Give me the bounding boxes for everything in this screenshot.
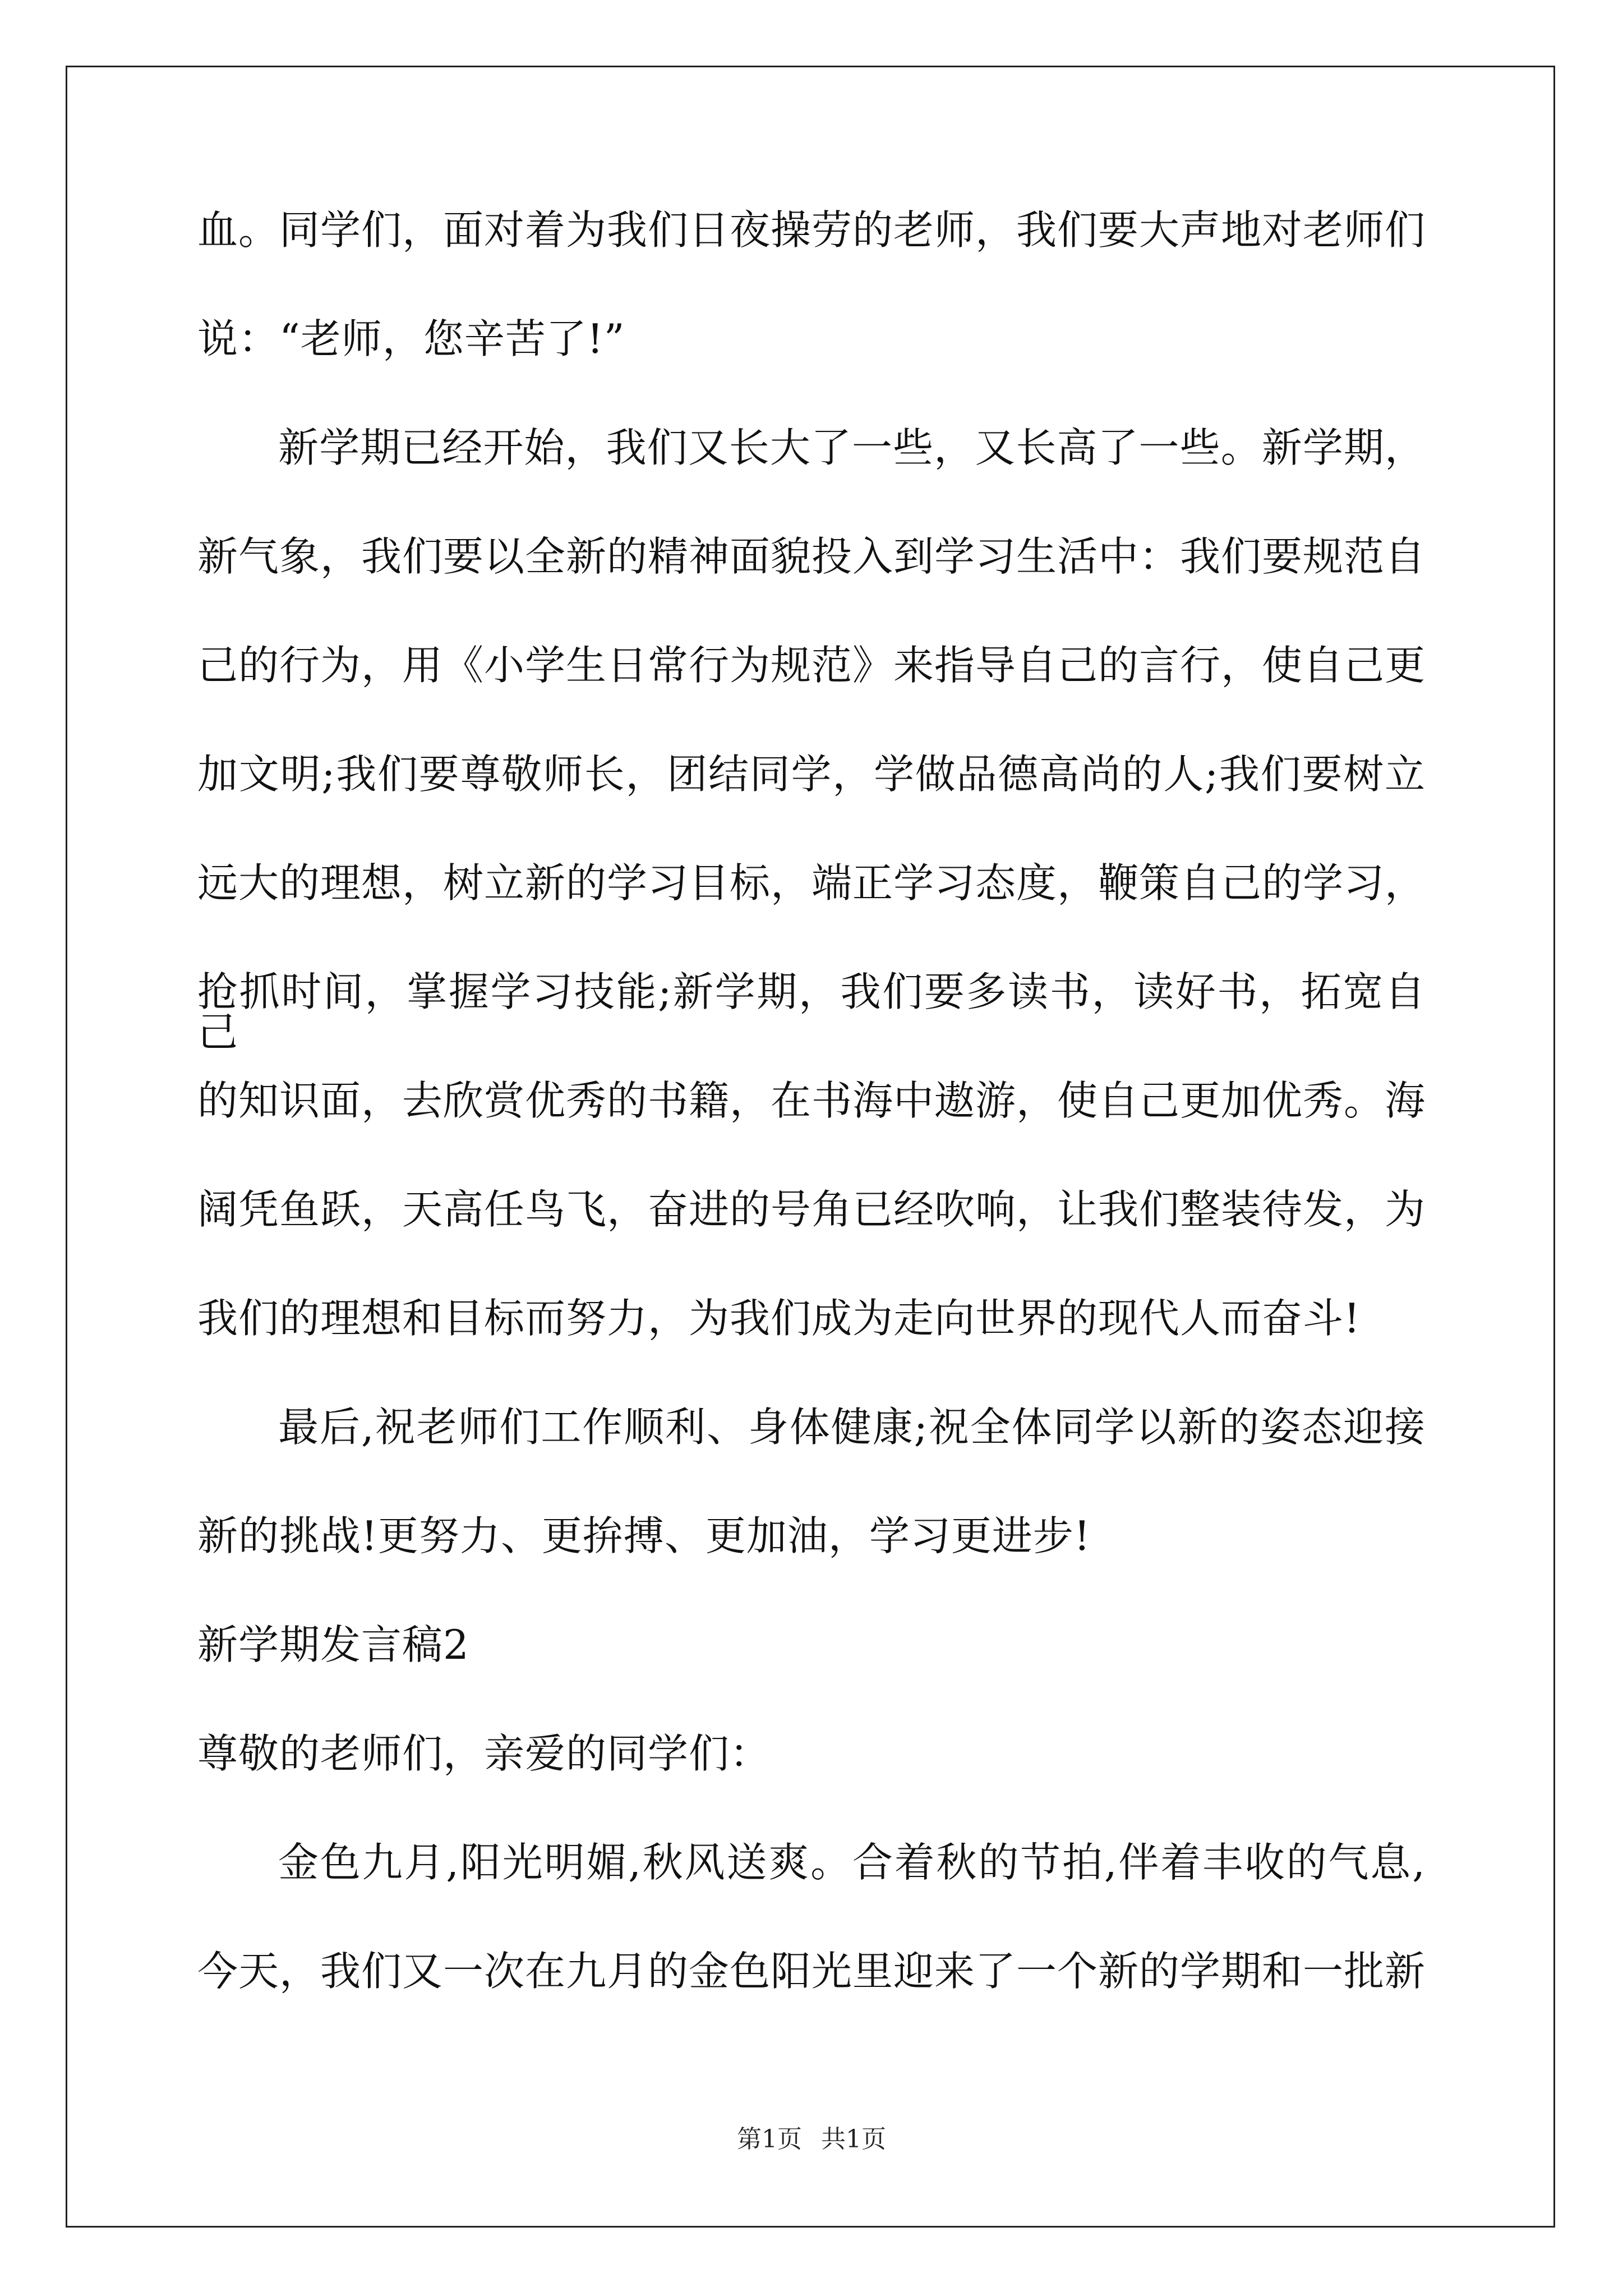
text-line: 新学期已经开始，我们又长大了一些，又长高了一些。新学期， <box>278 424 1426 471</box>
document-body <box>197 206 1426 2060</box>
text-line: 远大的理想，树立新的学习目标，端正学习态度，鞭策自己的学习， <box>197 859 1426 907</box>
page-footer <box>0 2127 1623 2152</box>
text-line: 加文明;我们要尊敬师长，团结同学，学做品德高尚的人;我们要树立 <box>197 751 1426 798</box>
text-line: 血。同学们，面对着为我们日夜操劳的老师，我们要大声地对老师们 <box>197 206 1426 254</box>
text-line: 我们的理想和目标而努力，为我们成为走向世界的现代人而奋斗! <box>197 1295 1361 1342</box>
text-line: 新气象，我们要以全新的精神面貌投入到学习生活中：我们要规范自 <box>197 533 1426 580</box>
text-line: 今天，我们又一次在九月的金色阳光里迎来了一个新的学期和一批新 <box>197 1948 1426 1995</box>
text-line: 己的行为，用《小学生日常行为规范》来指导自己的言行，使自己更 <box>197 642 1426 689</box>
page-number: 第1页 <box>737 2125 802 2154</box>
text-line: 阔凭鱼跃，天高任鸟飞，奋进的号角已经吹响，让我们整装待发，为 <box>197 1186 1426 1233</box>
text-line: 说：“老师，您辛苦了!” <box>197 315 625 362</box>
section-heading: 新学期发言稿2 <box>197 1621 469 1668</box>
text-line: 新的挑战!更努力、更拚搏、更加油，学习更进步! <box>197 1512 1091 1559</box>
text-line: 最后,祝老师们工作顺利、身体健康;祝全体同学以新的姿态迎接 <box>278 1404 1426 1451</box>
page-total: 共1页 <box>821 2125 886 2154</box>
text-line: 抢抓时间，掌握学习技能;新学期，我们要多读书，读好书，拓宽自己 <box>197 968 1426 1056</box>
text-line: 的知识面，去欣赏优秀的书籍，在书海中遨游，使自己更加优秀。海 <box>197 1077 1426 1124</box>
text-line: 金色九月,阳光明媚,秋风送爽。合着秋的节拍,伴着丰收的气息, <box>278 1839 1426 1886</box>
salutation: 尊敬的老师们，亲爱的同学们： <box>197 1730 771 1777</box>
